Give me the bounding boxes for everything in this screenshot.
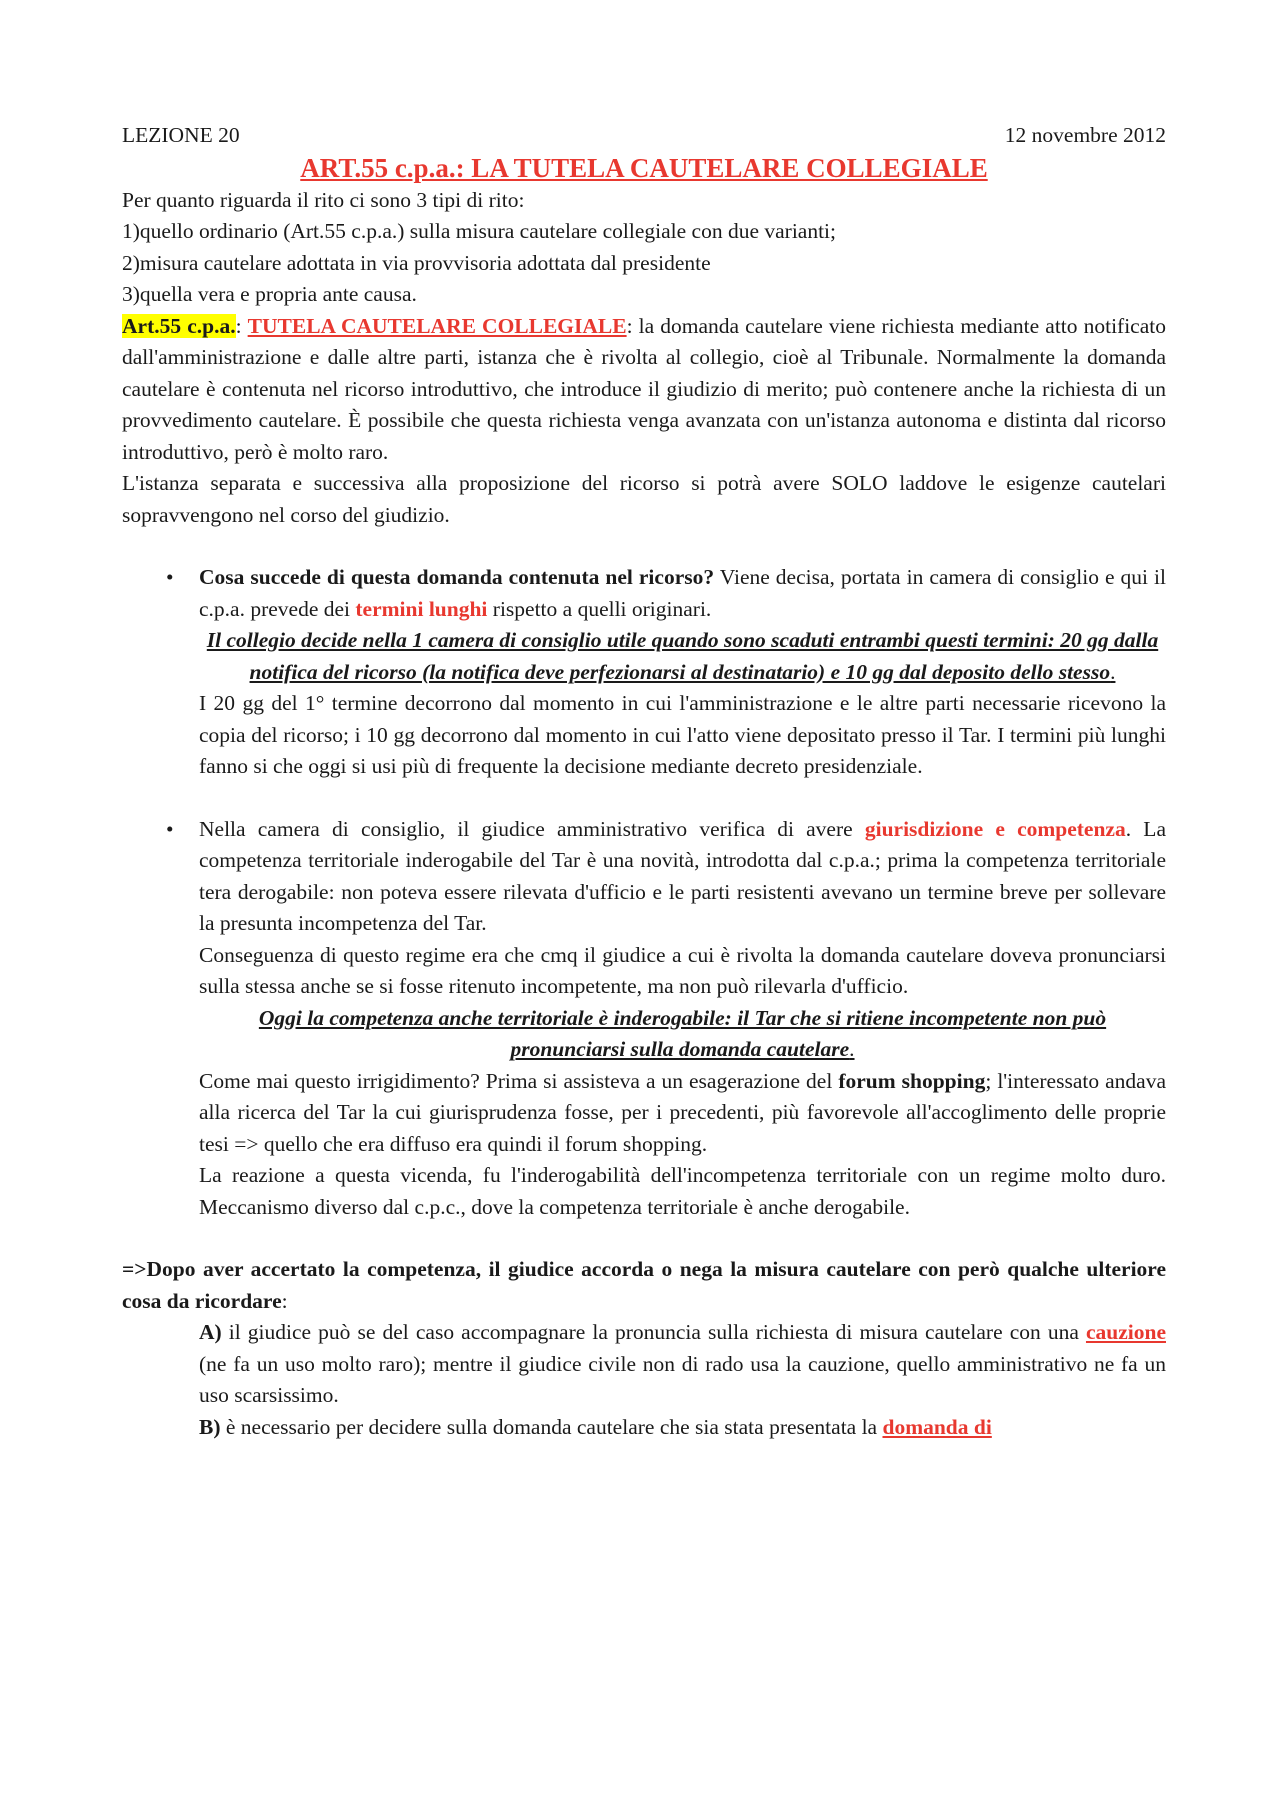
lesson-date: 12 novembre 2012 bbox=[1004, 123, 1166, 147]
intro-item-1: 1)quello ordinario (Art.55 c.p.a.) sulla misura cautelare collegiale con due varianti; bbox=[122, 219, 837, 243]
bullet1-question: Cosa succede di questa domanda contenuta nel ricorso? bbox=[199, 565, 715, 589]
document-title: ART.55 c.p.a.: LA TUTELA CAUTELARE COLLEGIALE bbox=[300, 152, 988, 183]
intro-item-3: 3)quella vera e propria ante causa. bbox=[122, 282, 417, 306]
point-a bbox=[199, 1317, 1166, 1412]
spacer bbox=[122, 531, 1166, 562]
separate-instance-paragraph: L'istanza separata e successiva alla proposizione del ricorso si potrà avere SOLO laddove le esigenze cautelari sopravvengono nel corso del giudizio. bbox=[122, 471, 1166, 527]
bullet2-rule bbox=[199, 1003, 1166, 1066]
bullet2-forum-text: ; l'interessato andava alla ricerca del Tar la cui giurisprudenza fosse, per i precedenti, più favorevole all'accoglimento delle proprie tesi => quello che era diffuso era quindi il forum shopping. bbox=[199, 1068, 1166, 1156]
bullet2-paragraph bbox=[199, 814, 1166, 940]
bullet1-explanation: I 20 gg del 1° termine decorrono dal momento in cui l'amministrazione e le altre parti necessarie ricevono la copia del ricorso; i 10 gg decorrono dal momento in cui l'atto viene depositato presso il Tar. I termini più lunghi fanno si che oggi si usi più di frequente la decisione mediante decreto presidenziale. bbox=[199, 691, 1166, 778]
point-a-text-b: (ne fa un uso molto raro); mentre il giudice civile non di rado usa la cauzione, quello amministrativo ne fa un uso scarsissimo. bbox=[199, 1351, 1166, 1407]
bullet-item-1 bbox=[166, 562, 1166, 783]
art55-text: : la domanda cautelare viene richiesta mediante atto notificato dall'amministrazione e dalle altre parti, istanza che è rivolta al collegio, cioè al Tribunale. Normalmente la domanda cautelare è contenuta nel ricorso introduttivo, che introduce il giudizio di merito; può contenere anche la richiesta di un provvedimento cautelare. È possibile che questa richiesta venga avanzata con un'istanza autonoma e distinta dal ricorso introduttivo, però è molto raro. bbox=[122, 313, 1166, 464]
bullet1-terms: termini lunghi bbox=[355, 596, 488, 621]
point-b-red-term: domanda di bbox=[882, 1414, 992, 1439]
conclusion-lead-text: =>Dopo aver accertato la competenza, il giudice accorda o nega la misura cautelare con però qualche ulteriore cosa da ricordare bbox=[122, 1257, 1166, 1313]
bullet-item-2 bbox=[166, 814, 1166, 1224]
conclusion-lead bbox=[122, 1254, 1166, 1317]
bullet2-jurisdiction: giurisdizione e competenza bbox=[864, 816, 1126, 841]
point-b-label: B) bbox=[199, 1414, 221, 1439]
art55-colon: : bbox=[235, 313, 248, 338]
bullet1-paragraph bbox=[199, 562, 1166, 625]
bullet1-text-b: rispetto a quelli originari. bbox=[487, 596, 712, 621]
conclusion-colon: : bbox=[281, 1288, 288, 1313]
bullet2-text-a: Nella camera di consiglio, il giudice amministrativo verifica di avere bbox=[199, 816, 865, 841]
spacer bbox=[122, 783, 1166, 814]
bullet-dot-icon: • bbox=[166, 565, 174, 589]
bullet1-rule bbox=[199, 625, 1166, 688]
bullet2-question: Come mai questo irrigidimento? Prima si assisteva a un esagerazione del bbox=[199, 1068, 839, 1093]
document-page bbox=[122, 120, 1166, 1443]
point-a-label: A) bbox=[199, 1320, 222, 1344]
bullet1-text-a: Viene decisa, portata in camera di consiglio e qui il c.p.a. prevede dei bbox=[199, 565, 1166, 621]
art55-paragraph bbox=[122, 311, 1166, 469]
page-header bbox=[122, 120, 1166, 152]
intro-line: Per quanto riguarda il rito ci sono 3 tipi di rito: bbox=[122, 187, 525, 212]
bullet-dot-icon: • bbox=[166, 816, 174, 841]
forum-shopping-term: forum shopping bbox=[838, 1068, 986, 1093]
point-a-text-a: il giudice può se del caso accompagnare la pronuncia sulla richiesta di misura cautelare con una bbox=[221, 1320, 1086, 1344]
point-b bbox=[199, 1412, 1166, 1444]
lesson-label: LEZIONE 20 bbox=[122, 123, 240, 147]
art55-topic: TUTELA CAUTELARE COLLEGIALE bbox=[247, 313, 627, 338]
intro-item-2: 2)misura cautelare adottata in via provvisoria adottata dal presidente bbox=[122, 250, 711, 275]
bullet2-reaction: La reazione a questa vicenda, fu l'inderogabilità dell'incompetenza territoriale con un regime molto duro. Meccanismo diverso dal c.p.c., dove la competenza territoriale è anche derogabile. bbox=[199, 1163, 1166, 1219]
bullet2-forum-paragraph bbox=[199, 1066, 1166, 1161]
bullet2-text-b: . La competenza territoriale inderogabile del Tar è una novità, introdotta dal c.p.a.; prima la competenza territoriale tera derogabile: non poteva essere rilevata d'ufficio e le parti resistenti avevano un termine breve per sollevare la presunta incompetenza del Tar. bbox=[199, 816, 1166, 935]
bullet1-rule-dot: . bbox=[1110, 659, 1116, 684]
spacer bbox=[122, 1223, 1166, 1254]
point-b-text: è necessario per decidere sulla domanda cautelare che sia stata presentata la bbox=[220, 1414, 883, 1439]
art55-highlight: Art.55 c.p.a. bbox=[122, 313, 236, 338]
caution-term: cauzione bbox=[1085, 1320, 1166, 1344]
bullet2-rule-dot: . bbox=[849, 1037, 855, 1061]
bullet2-consequence: Conseguenza di questo regime era che cmq il giudice a cui è rivolta la domanda cautelare doveva pronunciarsi sulla stessa anche se si fosse ritenuto incompetente, ma non può rilevarla d'ufficio. bbox=[199, 942, 1166, 998]
bullet1-rule-text: Il collegio decide nella 1 camera di consiglio utile quando sono scaduti entrambi questi termini: 20 gg dalla notifica del ricorso (la notifica deve perfezionarsi al destinatario) e 10 gg dal deposito dello stesso bbox=[206, 628, 1159, 684]
bullet2-rule-text: Oggi la competenza anche territoriale è inderogabile: il Tar che si ritiene incompetente non può pronunciarsi sulla domanda cautelare bbox=[258, 1005, 1107, 1061]
